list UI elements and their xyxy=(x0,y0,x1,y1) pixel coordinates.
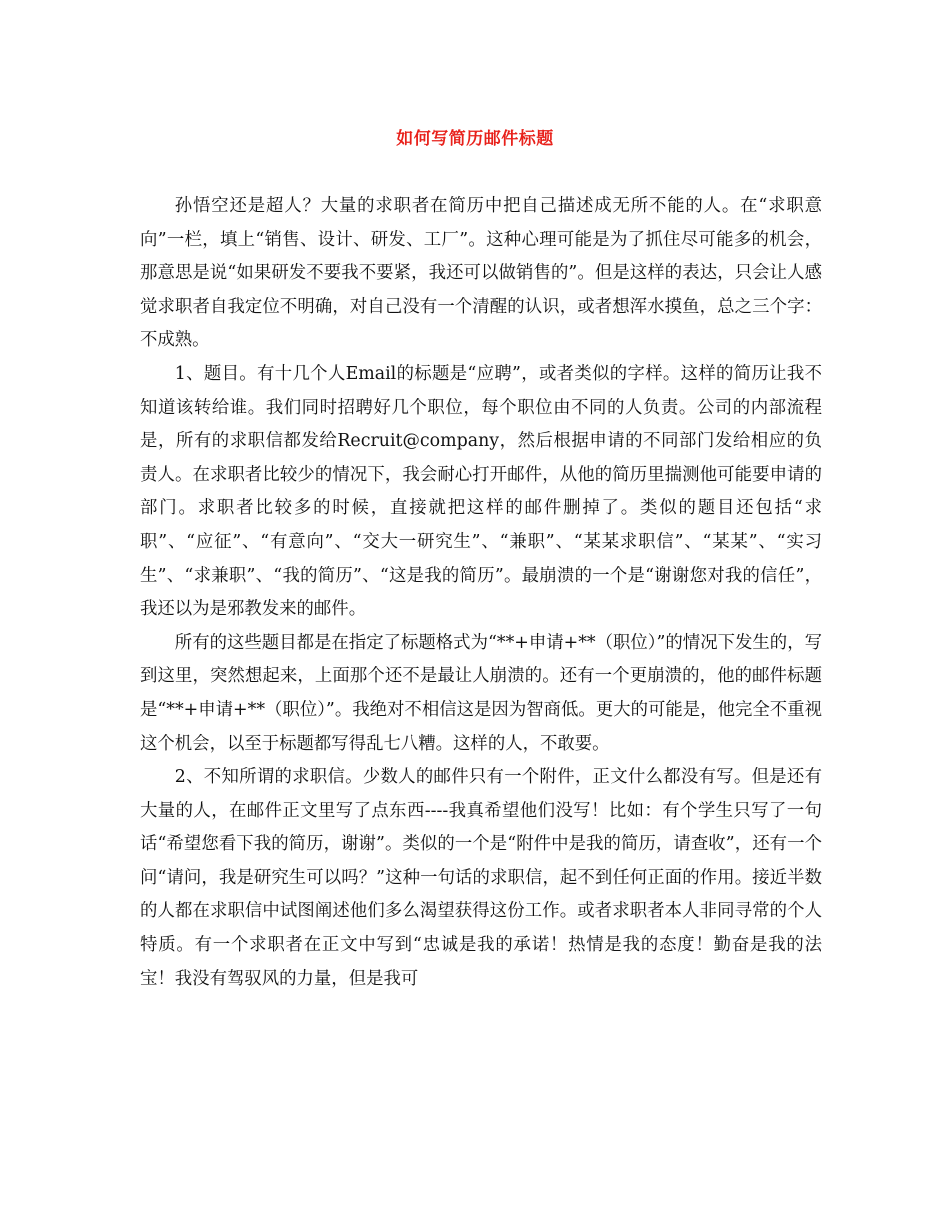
document-title: 如何写简历邮件标题 xyxy=(396,129,554,149)
paragraph-point-1-subject: 1、题目。有十几个人Email的标题是“应聘”，或者类似的字样。这样的简历让我不知道该转给谁。我们同时招聘好几个职位，每个职位由不同的人负责。公司的内部流程是，所有的求职信都发给Recruit@company，然后根据申请的不同部门发给相应的负责人。在求职者比较少的情况下，我会耐心打开邮件，从他的简历里揣测他可能要申请的部门。求职者比较多的时候，直接就把这样的邮件删掉了。类似的题目还包括“求职”、“应征”、“有意向”、“交大一研究生”、“兼职”、“某某求职信”、“某某”、“实习生”、“求兼职”、“我的简历”、“这是我的简历”。最崩溃的一个是“谢谢您对我的信任”，我还以为是邪教发来的邮件。 xyxy=(140,363,822,620)
paragraph-intro: 孙悟空还是超人？大量的求职者在简历中把自己描述成无所不能的人。在“求职意向”一栏，填上“销售、设计、研发、工厂”。这种心理可能是为了抓住尽可能多的机会，那意思是说“如果研发不要我不要紧，我还可以做销售的”。但是这样的表达，只会让人感觉求职者自我定位不明确，对自己没有一个清醒的认识，或者想浑水摸鱼，总之三个字：不成熟。 xyxy=(140,196,822,351)
paragraph-subject-format: 所有的这些题目都是在指定了标题格式为“**+申请+**（职位）”的情况下发生的，写到这里，突然想起来，上面那个还不是最让人崩溃的。还有一个更崩溃的，他的邮件标题是“**+申请+**（职位）”。我绝对不相信这是因为智商低。更大的可能是，他完全不重视这个机会，以至于标题都写得乱七八糟。这样的人，不敢要。 xyxy=(140,632,822,754)
document-body xyxy=(140,190,822,996)
paragraph-point-2-cover-letter: 2、不知所谓的求职信。少数人的邮件只有一个附件，正文什么都没有写。但是还有大量的人，在邮件正文里写了点东西----我真希望他们没写！比如：有个学生只写了一句话“希望您看下我的简历，谢谢”。类似的一个是“附件中是我的简历，请查收”，还有一个问“请问，我是研究生可以吗？”这种一句话的求职信，起不到任何正面的作用。接近半数的人都在求职信中试图阐述他们多么渴望获得这份工作。或者求职者本人非同寻常的个人特质。有一个求职者在正文中写到“忠诚是我的承诺！热情是我的态度！勤奋是我的法宝！我没有驾驭风的力量，但是我可 xyxy=(140,767,822,989)
